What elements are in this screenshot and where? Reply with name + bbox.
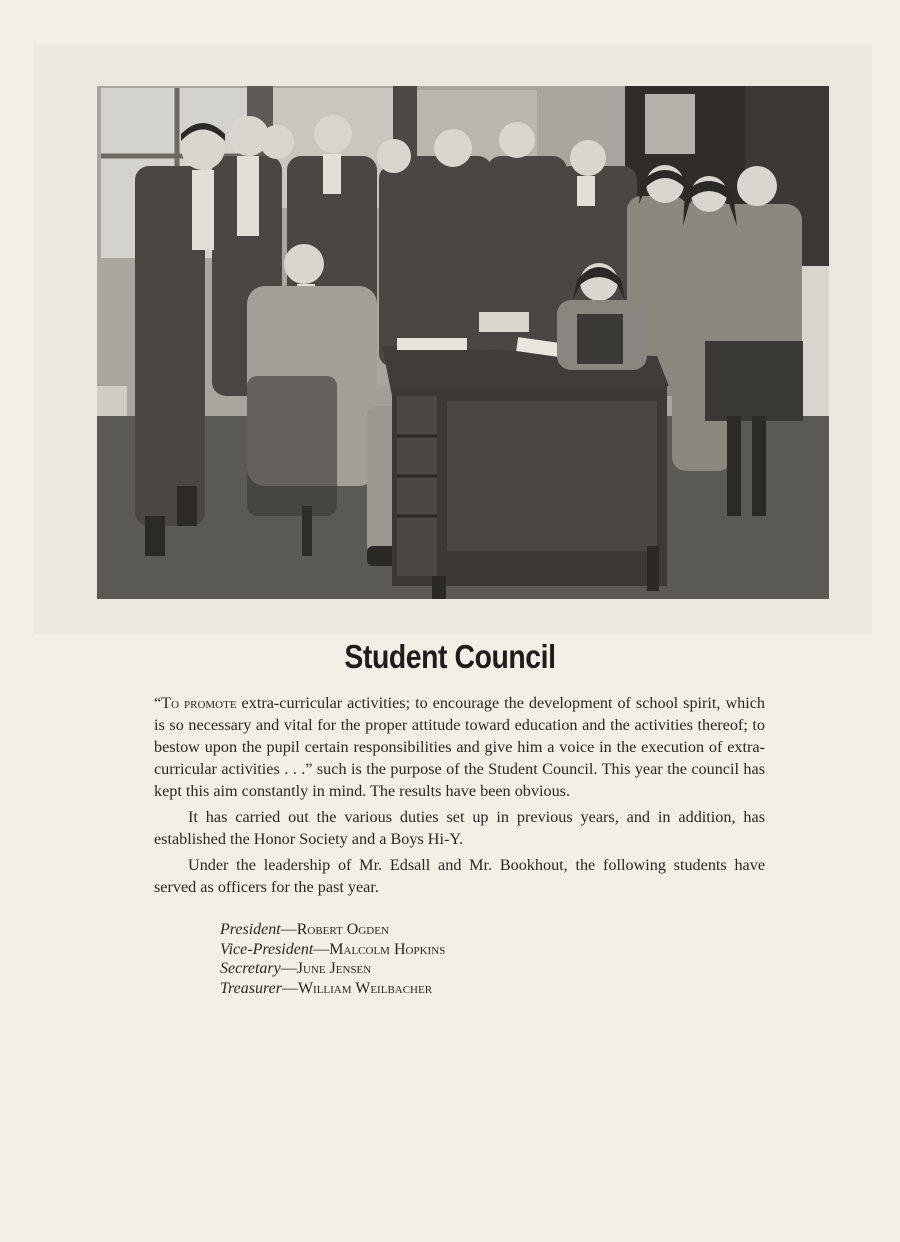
paragraph-1-text: extra-curricular activities; to encourage the development of school spirit, which is so necessary and vital for the proper attitude toward education and the activities thereof; to bestow upon the pupil certain responsibilities and give him a voice in the execution of extra-curricular activities . . .” such is the purpose of the Student Council. This year the council has kept this aim constantly in mind. The results have been obvious. [154, 694, 765, 800]
officer-name: William Weilbacher [297, 979, 433, 997]
paragraph-leadership: Under the leadership of Mr. Edsall and Mr. Bookhout, the following students have served as officers for the past year. [154, 856, 765, 896]
group-photo-illustration [97, 86, 829, 599]
page-title: Student Council [344, 638, 556, 675]
officer-entry [220, 959, 445, 979]
officer-role: President [220, 921, 281, 938]
officer-entry [220, 940, 445, 960]
officer-name: June Jensen [296, 960, 372, 977]
officer-separator: — [280, 921, 297, 938]
officer-name: Malcolm Hopkins [329, 940, 446, 958]
lead-quote: “To promote [154, 694, 237, 712]
officer-role: Secretary [220, 960, 281, 977]
officer-separator: — [313, 940, 330, 958]
officer-separator: — [281, 979, 298, 997]
officers-list [220, 920, 445, 998]
officer-entry [220, 979, 445, 999]
officer-separator: — [280, 960, 297, 977]
group-photo [97, 86, 829, 599]
article-body [154, 692, 765, 898]
officer-role: Vice-President [220, 940, 314, 958]
officer-role: Treasurer [220, 979, 282, 997]
officer-name: Robert Ogden [296, 921, 389, 938]
paragraph-duties: It has carried out the various duties set up in previous years, and in addition, has established the Honor Society and a Boys Hi-Y. [154, 808, 765, 848]
officer-entry [220, 920, 445, 940]
paragraph-purpose [154, 692, 765, 802]
